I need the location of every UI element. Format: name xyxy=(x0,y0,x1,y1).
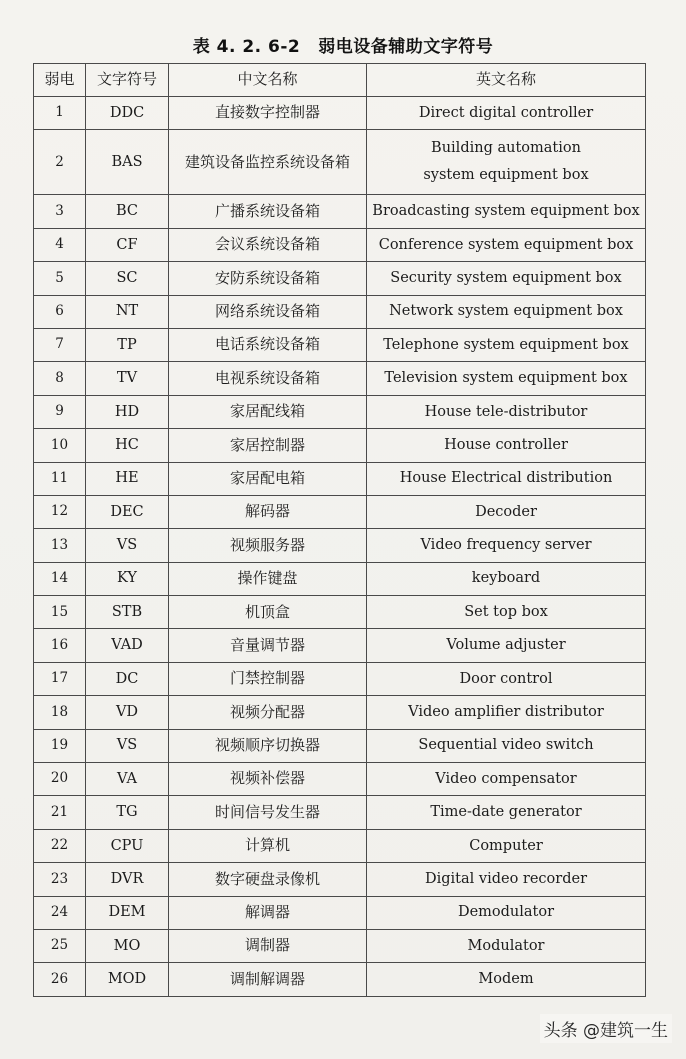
cell-symbol: VS xyxy=(86,729,169,762)
cell-english-name xyxy=(367,328,646,361)
cell-english-name xyxy=(367,195,646,228)
cell-symbol: DVR xyxy=(86,863,169,896)
cell-index: 6 xyxy=(34,295,86,328)
cell-chinese-name: 家居控制器 xyxy=(169,429,367,462)
cell-chinese-name: 安防系统设备箱 xyxy=(169,262,367,295)
table-row xyxy=(34,429,646,462)
cell-symbol: DEC xyxy=(86,495,169,528)
cell-english-name xyxy=(367,696,646,729)
cell-english-name xyxy=(367,596,646,629)
english-name-line: Decoder xyxy=(475,503,537,520)
cell-english-name xyxy=(367,562,646,595)
cell-index: 21 xyxy=(34,796,86,829)
cell-index: 19 xyxy=(34,729,86,762)
table-row xyxy=(34,462,646,495)
cell-english-name xyxy=(367,796,646,829)
cell-english-name xyxy=(367,929,646,962)
cell-english-name xyxy=(367,729,646,762)
cell-english-name xyxy=(367,295,646,328)
english-name-line: Digital video recorder xyxy=(424,870,588,887)
cell-chinese-name: 解调器 xyxy=(169,896,367,929)
english-name-line: House Electrical distribution xyxy=(399,470,613,487)
cell-index: 20 xyxy=(34,763,86,796)
english-name-line: Video frequency server xyxy=(420,537,592,554)
cell-symbol: VAD xyxy=(86,629,169,662)
table-row xyxy=(34,696,646,729)
cell-symbol: TP xyxy=(86,328,169,361)
table-row xyxy=(34,596,646,629)
cell-chinese-name: 操作键盘 xyxy=(169,562,367,595)
cell-chinese-name: 视频顺序切换器 xyxy=(169,729,367,762)
table-title-text: 弱电设备辅助文字符号 xyxy=(318,37,494,57)
cell-index: 9 xyxy=(34,395,86,428)
table-row xyxy=(34,763,646,796)
cell-chinese-name: 建筑设备监控系统设备箱 xyxy=(169,130,367,195)
cell-english-name xyxy=(367,763,646,796)
cell-chinese-name: 调制解调器 xyxy=(169,963,367,996)
table-row xyxy=(34,228,646,261)
english-name-line: Computer xyxy=(469,837,543,854)
cell-english-name xyxy=(367,429,646,462)
table-row xyxy=(34,629,646,662)
cell-english-name xyxy=(367,97,646,130)
cell-symbol: DDC xyxy=(86,97,169,130)
table-header-row xyxy=(34,64,646,97)
english-name-line: Building automation xyxy=(431,139,581,156)
header-index: 弱电 xyxy=(34,64,86,97)
cell-symbol: NT xyxy=(86,295,169,328)
cell-chinese-name: 网络系统设备箱 xyxy=(169,295,367,328)
cell-english-name xyxy=(367,963,646,996)
symbol-table xyxy=(33,63,646,997)
cell-symbol: DC xyxy=(86,662,169,695)
table-row xyxy=(34,929,646,962)
cell-chinese-name: 电话系统设备箱 xyxy=(169,328,367,361)
english-name-line: Modem xyxy=(478,971,534,988)
english-name-line: Television system equipment box xyxy=(384,370,628,387)
english-name-line: Video compensator xyxy=(435,770,577,787)
table-row xyxy=(34,729,646,762)
cell-chinese-name: 广播系统设备箱 xyxy=(169,195,367,228)
table-row xyxy=(34,97,646,130)
cell-index: 25 xyxy=(34,929,86,962)
table-row xyxy=(34,562,646,595)
cell-symbol: VA xyxy=(86,763,169,796)
english-name-line: Sequential video switch xyxy=(418,737,594,754)
table-row xyxy=(34,328,646,361)
cell-index: 7 xyxy=(34,328,86,361)
cell-english-name xyxy=(367,228,646,261)
cell-chinese-name: 会议系统设备箱 xyxy=(169,228,367,261)
table-row xyxy=(34,295,646,328)
english-name-line: Set top box xyxy=(464,603,548,620)
cell-symbol: DEM xyxy=(86,896,169,929)
cell-symbol: SC xyxy=(86,262,169,295)
cell-index: 3 xyxy=(34,195,86,228)
cell-english-name xyxy=(367,495,646,528)
cell-chinese-name: 门禁控制器 xyxy=(169,662,367,695)
cell-index: 22 xyxy=(34,829,86,862)
cell-chinese-name: 电视系统设备箱 xyxy=(169,362,367,395)
cell-symbol: CF xyxy=(86,228,169,261)
cell-index: 15 xyxy=(34,596,86,629)
cell-symbol: HE xyxy=(86,462,169,495)
cell-symbol: HD xyxy=(86,395,169,428)
cell-symbol: KY xyxy=(86,562,169,595)
cell-chinese-name: 家居配线箱 xyxy=(169,395,367,428)
cell-symbol: TV xyxy=(86,362,169,395)
header-code: 文字符号 xyxy=(86,64,169,97)
table-row xyxy=(34,829,646,862)
cell-english-name xyxy=(367,662,646,695)
english-name-line: Door control xyxy=(459,670,553,687)
cell-index: 14 xyxy=(34,562,86,595)
cell-index: 2 xyxy=(34,130,86,195)
cell-english-name xyxy=(367,130,646,195)
cell-symbol: STB xyxy=(86,596,169,629)
cell-chinese-name: 调制器 xyxy=(169,929,367,962)
cell-index: 16 xyxy=(34,629,86,662)
table-body xyxy=(34,97,646,997)
english-name-line: keyboard xyxy=(471,570,541,587)
table-row xyxy=(34,195,646,228)
cell-index: 23 xyxy=(34,863,86,896)
english-name-line: Broadcasting system equipment box xyxy=(372,203,640,220)
cell-chinese-name: 机顶盒 xyxy=(169,596,367,629)
cell-english-name xyxy=(367,362,646,395)
english-name-line: Conference system equipment box xyxy=(378,236,634,253)
table-row xyxy=(34,262,646,295)
table-row xyxy=(34,796,646,829)
english-name-line: Network system equipment box xyxy=(389,303,623,320)
cell-symbol: BC xyxy=(86,195,169,228)
cell-index: 17 xyxy=(34,662,86,695)
cell-chinese-name: 直接数字控制器 xyxy=(169,97,367,130)
cell-chinese-name: 解码器 xyxy=(169,495,367,528)
table-row xyxy=(34,362,646,395)
cell-index: 13 xyxy=(34,529,86,562)
cell-index: 8 xyxy=(34,362,86,395)
cell-index: 26 xyxy=(34,963,86,996)
cell-index: 5 xyxy=(34,262,86,295)
cell-symbol: VD xyxy=(86,696,169,729)
cell-chinese-name: 视频补偿器 xyxy=(169,763,367,796)
table-row xyxy=(34,896,646,929)
english-name-line: House tele-distributor xyxy=(424,403,588,420)
header-chinese-name: 中文名称 xyxy=(169,64,367,97)
english-name-line: Security system equipment box xyxy=(390,269,622,286)
cell-chinese-name: 家居配电箱 xyxy=(169,462,367,495)
table-row xyxy=(34,529,646,562)
cell-english-name xyxy=(367,829,646,862)
table-row xyxy=(34,662,646,695)
table-row xyxy=(34,863,646,896)
cell-symbol: TG xyxy=(86,796,169,829)
cell-chinese-name: 计算机 xyxy=(169,829,367,862)
table-row xyxy=(34,395,646,428)
cell-symbol: CPU xyxy=(86,829,169,862)
table-row xyxy=(34,130,646,195)
cell-index: 1 xyxy=(34,97,86,130)
cell-index: 4 xyxy=(34,228,86,261)
cell-chinese-name: 视频服务器 xyxy=(169,529,367,562)
english-name-line: Direct digital controller xyxy=(418,104,594,121)
cell-symbol: BAS xyxy=(86,130,169,195)
english-name-line: Telephone system equipment box xyxy=(383,336,629,353)
cell-index: 24 xyxy=(34,896,86,929)
cell-chinese-name: 数字硬盘录像机 xyxy=(169,863,367,896)
cell-index: 18 xyxy=(34,696,86,729)
cell-symbol: MO xyxy=(86,929,169,962)
cell-symbol: HC xyxy=(86,429,169,462)
english-name-line: system equipment box xyxy=(423,167,589,184)
cell-english-name xyxy=(367,462,646,495)
cell-index: 10 xyxy=(34,429,86,462)
cell-index: 11 xyxy=(34,462,86,495)
english-name-line: Demodulator xyxy=(457,904,555,921)
source-watermark: 头条 @建筑一生 xyxy=(540,1014,672,1043)
cell-english-name xyxy=(367,529,646,562)
table-row xyxy=(34,963,646,996)
cell-english-name xyxy=(367,896,646,929)
table-number: 表 4. 2. 6-2 xyxy=(192,37,301,57)
english-name-line: Time-date generator xyxy=(430,804,582,821)
cell-symbol: MOD xyxy=(86,963,169,996)
table-title xyxy=(0,32,686,57)
cell-symbol: VS xyxy=(86,529,169,562)
header-english-name: 英文名称 xyxy=(367,64,646,97)
english-name-line: House controller xyxy=(444,436,568,453)
cell-chinese-name: 音量调节器 xyxy=(169,629,367,662)
english-name-line: Volume adjuster xyxy=(446,637,566,654)
cell-english-name xyxy=(367,629,646,662)
cell-english-name xyxy=(367,262,646,295)
table-row xyxy=(34,495,646,528)
cell-chinese-name: 时间信号发生器 xyxy=(169,796,367,829)
cell-index: 12 xyxy=(34,495,86,528)
cell-english-name xyxy=(367,863,646,896)
english-name-line: Modulator xyxy=(467,937,545,954)
cell-chinese-name: 视频分配器 xyxy=(169,696,367,729)
english-name-line: Video amplifier distributor xyxy=(408,704,604,721)
cell-english-name xyxy=(367,395,646,428)
